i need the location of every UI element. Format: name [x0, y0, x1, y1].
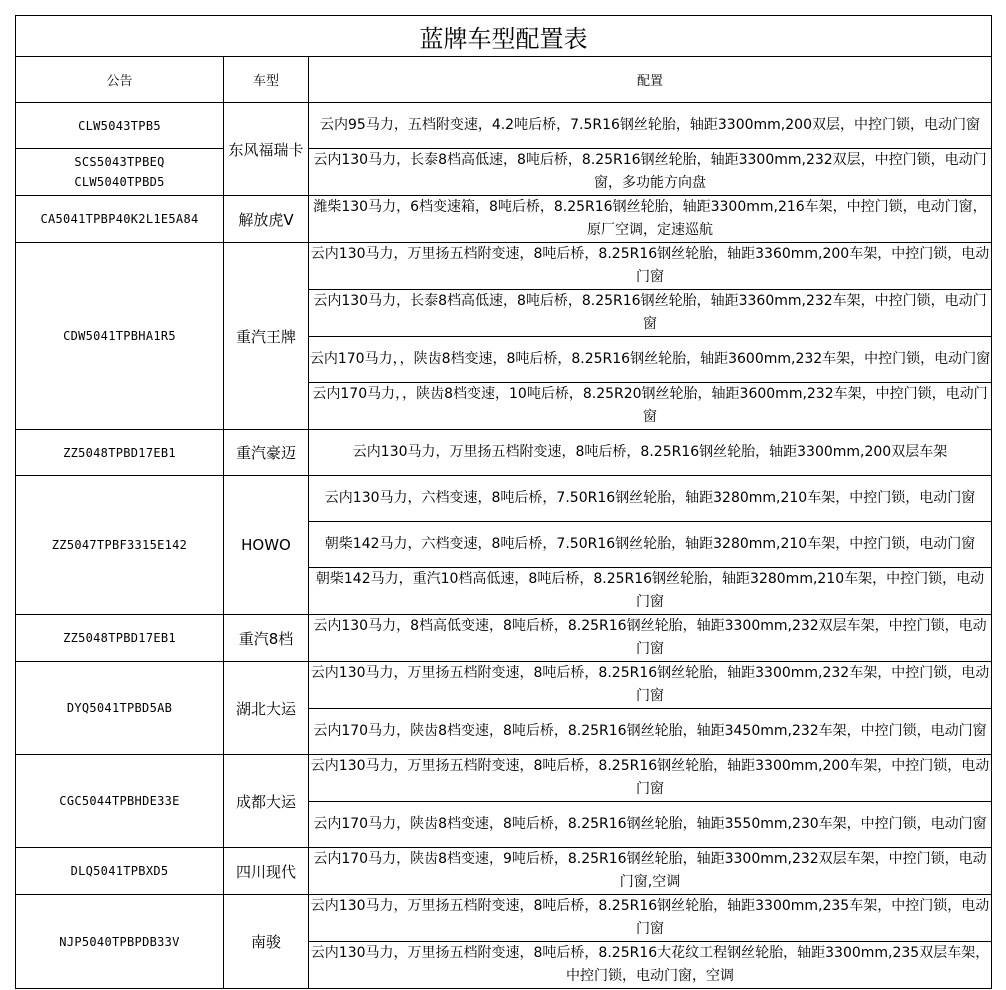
table-title: 蓝牌车型配置表: [16, 16, 992, 57]
config-text: 云内130马力，万里扬五档附变速，8吨后桥，8.25R16钢丝轮胎，轴距3300mm,200双层车架: [352, 444, 948, 460]
vehicle-type-cell: 南骏: [224, 895, 309, 989]
vehicle-type-cell: 湖北大运: [224, 662, 309, 755]
title-row: [16, 16, 992, 57]
model-code: ZZ5048TPBD17EB1: [63, 631, 176, 645]
header-type: 车型: [224, 57, 309, 103]
config-text: 云内170马力，，陕齿8档变速，8吨后桥，8.25R16钢丝轮胎，轴距3600mm,232车架，中控门锁，电动门窗: [309, 351, 991, 367]
config-cell: [309, 290, 992, 337]
table-row: [16, 895, 992, 942]
vehicle-type-cell: 四川现代: [224, 848, 309, 895]
config-cell: [309, 848, 992, 895]
vehicle-type-cell: 东风福瑞卡: [224, 103, 309, 196]
model-cell: [16, 430, 224, 476]
config-cell: [309, 615, 992, 662]
table-row: [16, 848, 992, 895]
config-text: 潍柴130马力，6档变速箱，8吨后桥，8.25R16钢丝轮胎，轴距3300mm,216车架，中控门锁，电动门窗，原厂空调，定速巡航: [313, 199, 987, 238]
config-text: 云内130马力，万里扬五档附变速，8吨后桥，8.25R16钢丝轮胎，轴距3300mm,200车架，中控门锁，电动门窗: [310, 758, 990, 797]
config-cell: [309, 383, 992, 430]
config-cell: [309, 243, 992, 290]
config-cell: [309, 942, 992, 989]
config-cell: [309, 522, 992, 568]
model-cell: [16, 149, 224, 196]
config-text: 云内130马力，长泰8档高低速，8吨后桥，8.25R16钢丝轮胎，轴距3300mm,232双层，中控门锁，电动门窗，多功能方向盘: [313, 152, 987, 191]
config-text: 云内170马力，陕齿8档变速，9吨后桥，8.25R16钢丝轮胎，轴距3300mm,232双层车架，中控门锁，电动门窗,空调: [313, 851, 987, 890]
config-text: 云内130马力，万里扬五档附变速，8吨后桥，8.25R16钢丝轮胎，轴距3360mm,200车架，中控门锁，电动门窗: [310, 246, 990, 285]
config-cell: [309, 149, 992, 196]
config-table: [15, 15, 992, 989]
config-cell: [309, 709, 992, 755]
config-cell: [309, 476, 992, 522]
model-code: ZZ5047TPBF3315E142: [51, 538, 188, 552]
config-text: 朝柴142马力，六档变速，8吨后桥，7.50R16钢丝轮胎，轴距3280mm,210车架，中控门锁，电动门窗: [324, 536, 976, 552]
model-code: DYQ5041TPBD5AB: [66, 701, 173, 715]
model-cell: [16, 755, 224, 848]
config-cell: [309, 662, 992, 709]
vehicle-type-cell: 解放虎V: [224, 196, 309, 243]
config-cell: [309, 196, 992, 243]
model-cell: [16, 103, 224, 149]
model-code: CLW5043TPB5: [78, 118, 161, 133]
vehicle-type-cell: 重汽8档: [224, 615, 309, 662]
table-row: [16, 755, 992, 802]
table-row: [16, 662, 992, 709]
config-cell: [309, 568, 992, 615]
model-code: ZZ5048TPBD17EB1: [63, 445, 176, 460]
model-cell: [16, 662, 224, 755]
model-code: CA5041TPBP40K2L1E5A84: [40, 212, 199, 226]
config-cell: [309, 895, 992, 942]
config-text: 云内130马力，万里扬五档附变速，8吨后桥，8.25R16钢丝轮胎，轴距3300mm,235车架，中控门锁，电动门窗: [310, 898, 990, 937]
config-text: 云内130马力，8档高低变速，8吨后桥，8.25R16钢丝轮胎，轴距3300mm,232双层车架，中控门锁，电动门窗: [313, 618, 987, 657]
config-text: 云内130马力，长泰8档高低速，8吨后桥，8.25R16钢丝轮胎，轴距3360mm,232车架，中控门锁，电动门窗: [313, 293, 987, 332]
config-text: 云内170马力，陕齿8档变速，8吨后桥，8.25R16钢丝轮胎，轴距3450mm,232车架，中控门锁，电动门窗: [313, 723, 987, 739]
model-cell: [16, 243, 224, 430]
model-code: NJP5040TPBPDB33V: [59, 934, 180, 949]
table-row: [16, 149, 992, 196]
model-code: CLW5040TPBD5: [74, 175, 165, 189]
model-cell: [16, 848, 224, 895]
vehicle-type-cell: 重汽豪迈: [224, 430, 309, 476]
vehicle-type-cell: 重汽王牌: [224, 243, 309, 430]
config-cell: [309, 755, 992, 802]
config-cell: [309, 103, 992, 149]
config-text: 云内95马力，五档附变速，4.2吨后桥，7.5R16钢丝轮胎，轴距3300mm,200双层，中控门锁，电动门窗: [320, 117, 980, 133]
model-cell: [16, 895, 224, 989]
vehicle-type-cell: 成都大运: [224, 755, 309, 848]
config-text: 云内170马力，，陕齿8档变速，10吨后桥，8.25R20钢丝轮胎，轴距3600mm,232车架，中控门锁，电动门窗: [312, 386, 988, 425]
model-cell: [16, 196, 224, 243]
header-model: 公告: [16, 57, 224, 103]
config-text: 朝柴142马力，重汽10档高低速，8吨后桥，8.25R16钢丝轮胎，轴距3280mm,210车架，中控门锁，电动门窗: [315, 571, 985, 610]
model-code: CGC5044TPBHDE33E: [59, 794, 180, 808]
config-text: 云内130马力，万里扬五档附变速，8吨后桥，8.25R16大花纹工程钢丝轮胎，轴距3300mm,235双层车架，中控门锁，电动门窗，空调: [310, 945, 990, 984]
table-row: [16, 430, 992, 476]
table-row: [16, 196, 992, 243]
table-row: [16, 103, 992, 149]
model-code: SCS5043TPBEQ: [74, 155, 165, 169]
table-row: [16, 243, 992, 290]
config-cell: [309, 802, 992, 848]
model-code: CDW5041TPBHA1R5: [63, 329, 176, 343]
table-row: [16, 476, 992, 522]
config-text: 云内130马力，万里扬五档附变速，8吨后桥，8.25R16钢丝轮胎，轴距3300mm,232车架，中控门锁，电动门窗: [310, 665, 990, 704]
config-text: 云内130马力，六档变速，8吨后桥，7.50R16钢丝轮胎，轴距3280mm,210车架，中控门锁，电动门窗: [324, 490, 976, 506]
header-config: 配置: [309, 57, 992, 103]
config-cell: [309, 337, 992, 383]
model-cell: [16, 615, 224, 662]
config-cell: [309, 430, 992, 476]
config-text: 云内170马力，陕齿8档变速，8吨后桥，8.25R16钢丝轮胎，轴距3550mm,230车架，中控门锁，电动门窗: [313, 816, 987, 832]
config-table-body: [16, 16, 992, 989]
model-code: DLQ5041TPBXD5: [70, 864, 169, 878]
model-cell: [16, 476, 224, 615]
table-row: [16, 615, 992, 662]
vehicle-type-cell: HOWO: [224, 476, 309, 615]
header-row: [16, 57, 992, 103]
